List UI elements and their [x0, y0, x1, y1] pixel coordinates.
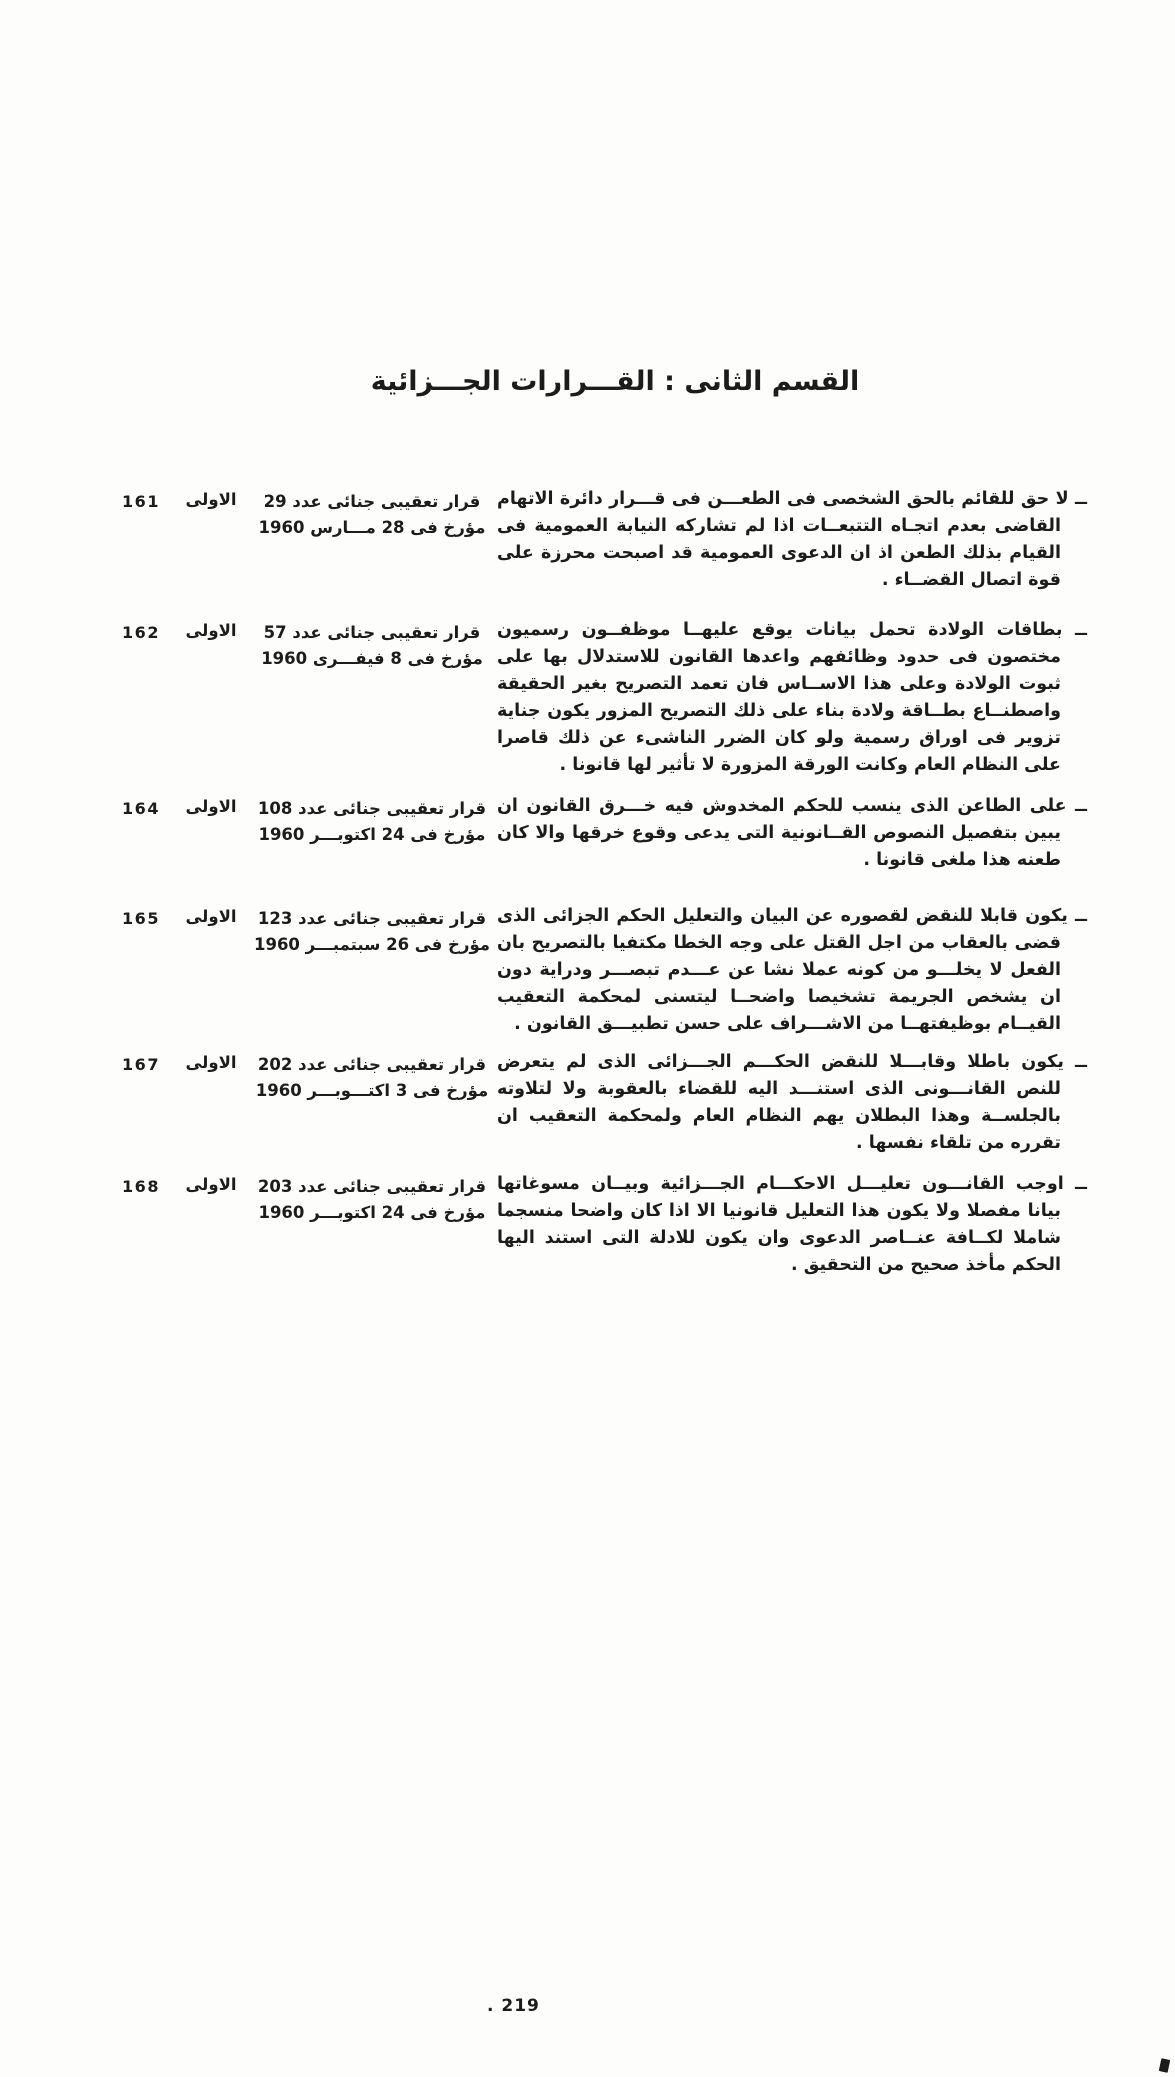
chamber-label: الاولى — [185, 1175, 237, 1194]
reference-line2: مؤرخ فى 8 فيفـــرى 1960 — [261, 649, 483, 668]
decision-summary: ــ يكون باطلا وقابـــلا للنقض الحكـــم الجـــزائى الذى لم يتعرض للنص القانـــونى الذى استنـــد اليه للقضاء بالعقوبة ولا لتلاوته بالجلســة وهذا البطلان يهم النظام العام ولمحكمة التعقيب ان تقرره من تلقاء نفسها . — [497, 1052, 1087, 1153]
decision-reference — [247, 617, 497, 672]
decision-entry — [107, 486, 1087, 594]
decision-summary: ــ على الطاعن الذى ينسب للحكم المخدوش فيه خـــرق القانون ان يبين بتفصيل النصوص القــانونية التى يدعى وقوع خرقها والا كان طعنه هذا ملغى قانونا . — [497, 796, 1087, 870]
chamber-label: الاولى — [185, 621, 237, 640]
decision-entry — [107, 1171, 1087, 1279]
reference-line1: قرار تعقيبى جنائى عدد 29 — [263, 492, 481, 511]
page-title: القسم الثانى : القـــرارات الجـــزائية — [370, 366, 860, 397]
decision-reference — [247, 903, 497, 958]
reference-line1: قرار تعقيبى جنائى عدد 123 — [257, 909, 487, 928]
chamber-label: الاولى — [185, 907, 237, 926]
decision-number: 161 — [122, 492, 160, 511]
reference-line2: مؤرخ فى 24 اكتوبـــر 1960 — [258, 825, 486, 844]
decision-reference — [247, 793, 497, 848]
decision-reference — [247, 1171, 497, 1226]
decision-number: 162 — [122, 623, 160, 642]
chamber-label: الاولى — [185, 1053, 237, 1072]
reference-line1: قرار تعقيبى جنائى عدد 203 — [257, 1177, 487, 1196]
decisions-list — [0, 486, 1175, 1279]
reference-line1: قرار تعقيبى جنائى عدد 57 — [263, 623, 481, 642]
reference-line1: قرار تعقيبى جنائى عدد 202 — [257, 1055, 487, 1074]
chamber-label: الاولى — [185, 797, 237, 816]
reference-line2: مؤرخ فى 26 سبتمبـــر 1960 — [253, 935, 490, 954]
decision-reference — [247, 486, 497, 541]
page-number: . 219 — [487, 1996, 540, 2016]
decision-entry — [107, 903, 1087, 1038]
decision-number: 167 — [122, 1055, 160, 1074]
decision-number: 165 — [122, 909, 160, 928]
reference-line2: مؤرخ فى 3 اكتـــوبـــر 1960 — [255, 1081, 489, 1100]
decision-entry — [107, 1049, 1087, 1157]
decision-summary: ــ لا حق للقائم بالحق الشخصى فى الطعـــن فى قـــرار دائرة الاتهام القاضى بعدم اتجـاه التتبعــات اذا لم تشاركه النيابة العمومية فى القيام بذلك الطعن اذ ان الدعوى العمومية قد اصبحت محرزة على قوة اتصال القضــاء . — [497, 489, 1087, 590]
chamber-label: الاولى — [185, 490, 237, 509]
document-page — [0, 366, 1175, 2016]
decision-summary: ــ يكون قابلا للنقض لقصوره عن البيان والتعليل الحكم الجزائى الذى قضى بالعقاب من اجل القتل على وجه الخطا مكتفيا بالتصريح بان الفعل لا يخلـــو من كونه عملا نشا عن عـــدم تبصـــر ودراية دون ان يشخص الجريمة تشخيصا واضحــا ليتسنى لمحكمة التعقيب القيــام بوظيفتهــا من الاشـــراف على حسن تطبيـــق القانون . — [497, 906, 1087, 1034]
reference-line2: مؤرخ فى 28 مـــارس 1960 — [258, 518, 486, 537]
decision-number: 168 — [122, 1177, 160, 1196]
decision-entry — [107, 793, 1087, 874]
scan-artifact-mark — [1159, 2058, 1171, 2073]
reference-line1: قرار تعقيبى جنائى عدد 108 — [257, 799, 487, 818]
reference-line2: مؤرخ فى 24 اكتوبـــر 1960 — [258, 1203, 486, 1222]
decision-number: 164 — [122, 799, 160, 818]
decision-summary: ــ اوجب القانـــون تعليـــل الاحكـــام الجـــزائية وبيــان مسوغاتها بيانا مفصلا ولا يكون هذا التعليل قانونيا الا اذا كان واضحا منسجما شاملا لكــافة عنــاصر الدعوى وان يكون للادلة التى استند اليها الحكم مأخذ صحيح من التحقيق . — [497, 1174, 1087, 1275]
decision-entry — [107, 617, 1087, 779]
decision-reference — [247, 1049, 497, 1104]
decision-summary: ــ بطاقات الولادة تحمل بيانات يوقع عليهــا موظفــون رسميون مختصون فى حدود وظائفهم واعدها القانون للاستدلال بها على ثبوت الولادة وعلى هذا الاســاس فان تعمد التصريح بغير الحقيقة واصطنــاع بطــاقة ولادة بناء على ذلك التصريح المزور يكون جناية تزوير فى اوراق رسمية ولو كان الضرر الناشىء عن ذلك قاصرا على النظام العام وكانت الورقة المزورة لا تأثير لها قانونا . — [497, 620, 1087, 775]
